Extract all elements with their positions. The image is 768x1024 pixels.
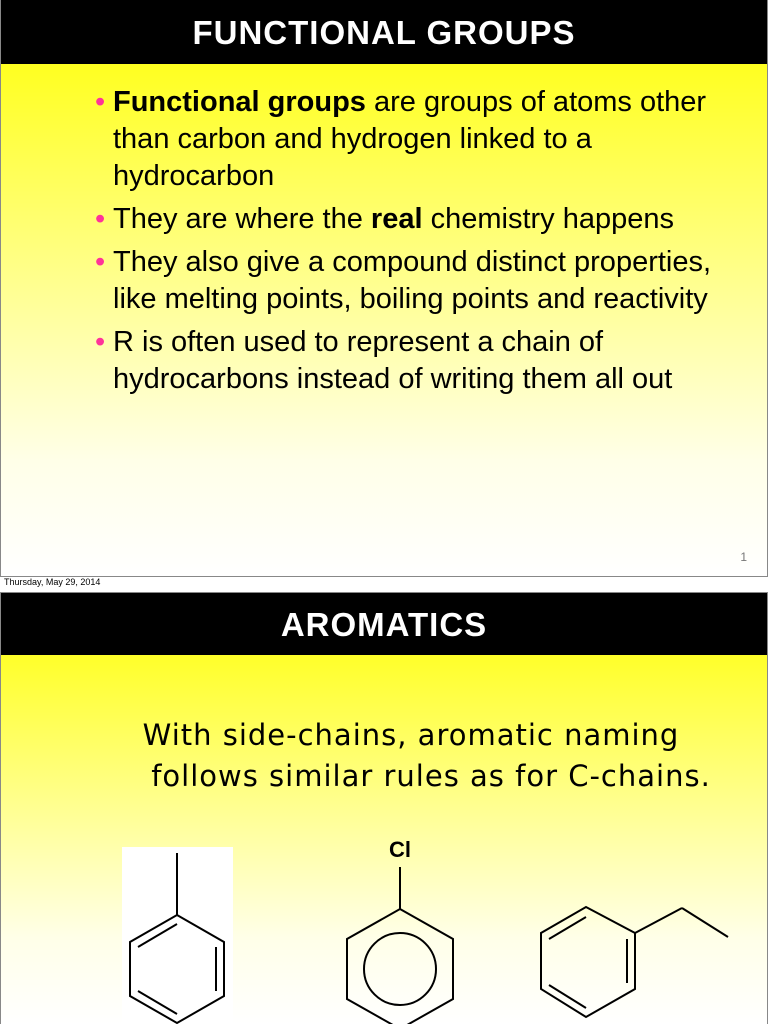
slide-aromatics — [0, 592, 768, 1024]
bullet-text: R is often used to represent a chain of hydrocarbons instead of writing them all out — [113, 326, 673, 395]
slide-title: FUNCTIONAL GROUPS — [1, 0, 767, 64]
bullet-bold-text: Functional groups — [113, 86, 366, 118]
chlorobenzene-structure — [341, 833, 461, 1024]
slide-number: 1 — [740, 550, 747, 564]
bullet-list — [95, 84, 725, 404]
slide-title: AROMATICS — [1, 593, 767, 655]
slide-subtitle — [101, 715, 721, 797]
bullet-text: They also give a compound distinct properties, like melting points, boiling points and reactivity — [113, 246, 712, 315]
bullet-item — [95, 84, 725, 195]
benzene-ring-icon — [122, 847, 233, 1024]
benzene-ring-icon — [537, 903, 737, 1024]
date-label: Thursday, May 29, 2014 — [4, 577, 101, 587]
bullet-text: They are where the — [113, 203, 371, 235]
bullet-item — [95, 324, 725, 398]
subtitle-line: With side-chains, aromatic naming — [142, 718, 680, 752]
subtitle-line: follows similar rules as for C-chains. — [151, 759, 711, 793]
bullet-text: chemistry happens — [422, 203, 674, 235]
bullet-icon: • — [95, 246, 106, 278]
chlorine-label: Cl — [389, 837, 411, 862]
bullet-icon: • — [95, 326, 106, 358]
bullet-text: are groups of atoms other than carbon and hydrogen linked to a hydrocarbon — [113, 86, 707, 192]
bullet-item — [95, 244, 725, 318]
toluene-structure — [122, 847, 233, 1024]
bullet-icon: • — [95, 86, 106, 118]
bullet-bold-text: real — [370, 203, 423, 235]
bullet-item — [95, 201, 725, 238]
ethylbenzene-structure — [537, 903, 737, 1024]
bullet-icon: • — [95, 203, 106, 235]
